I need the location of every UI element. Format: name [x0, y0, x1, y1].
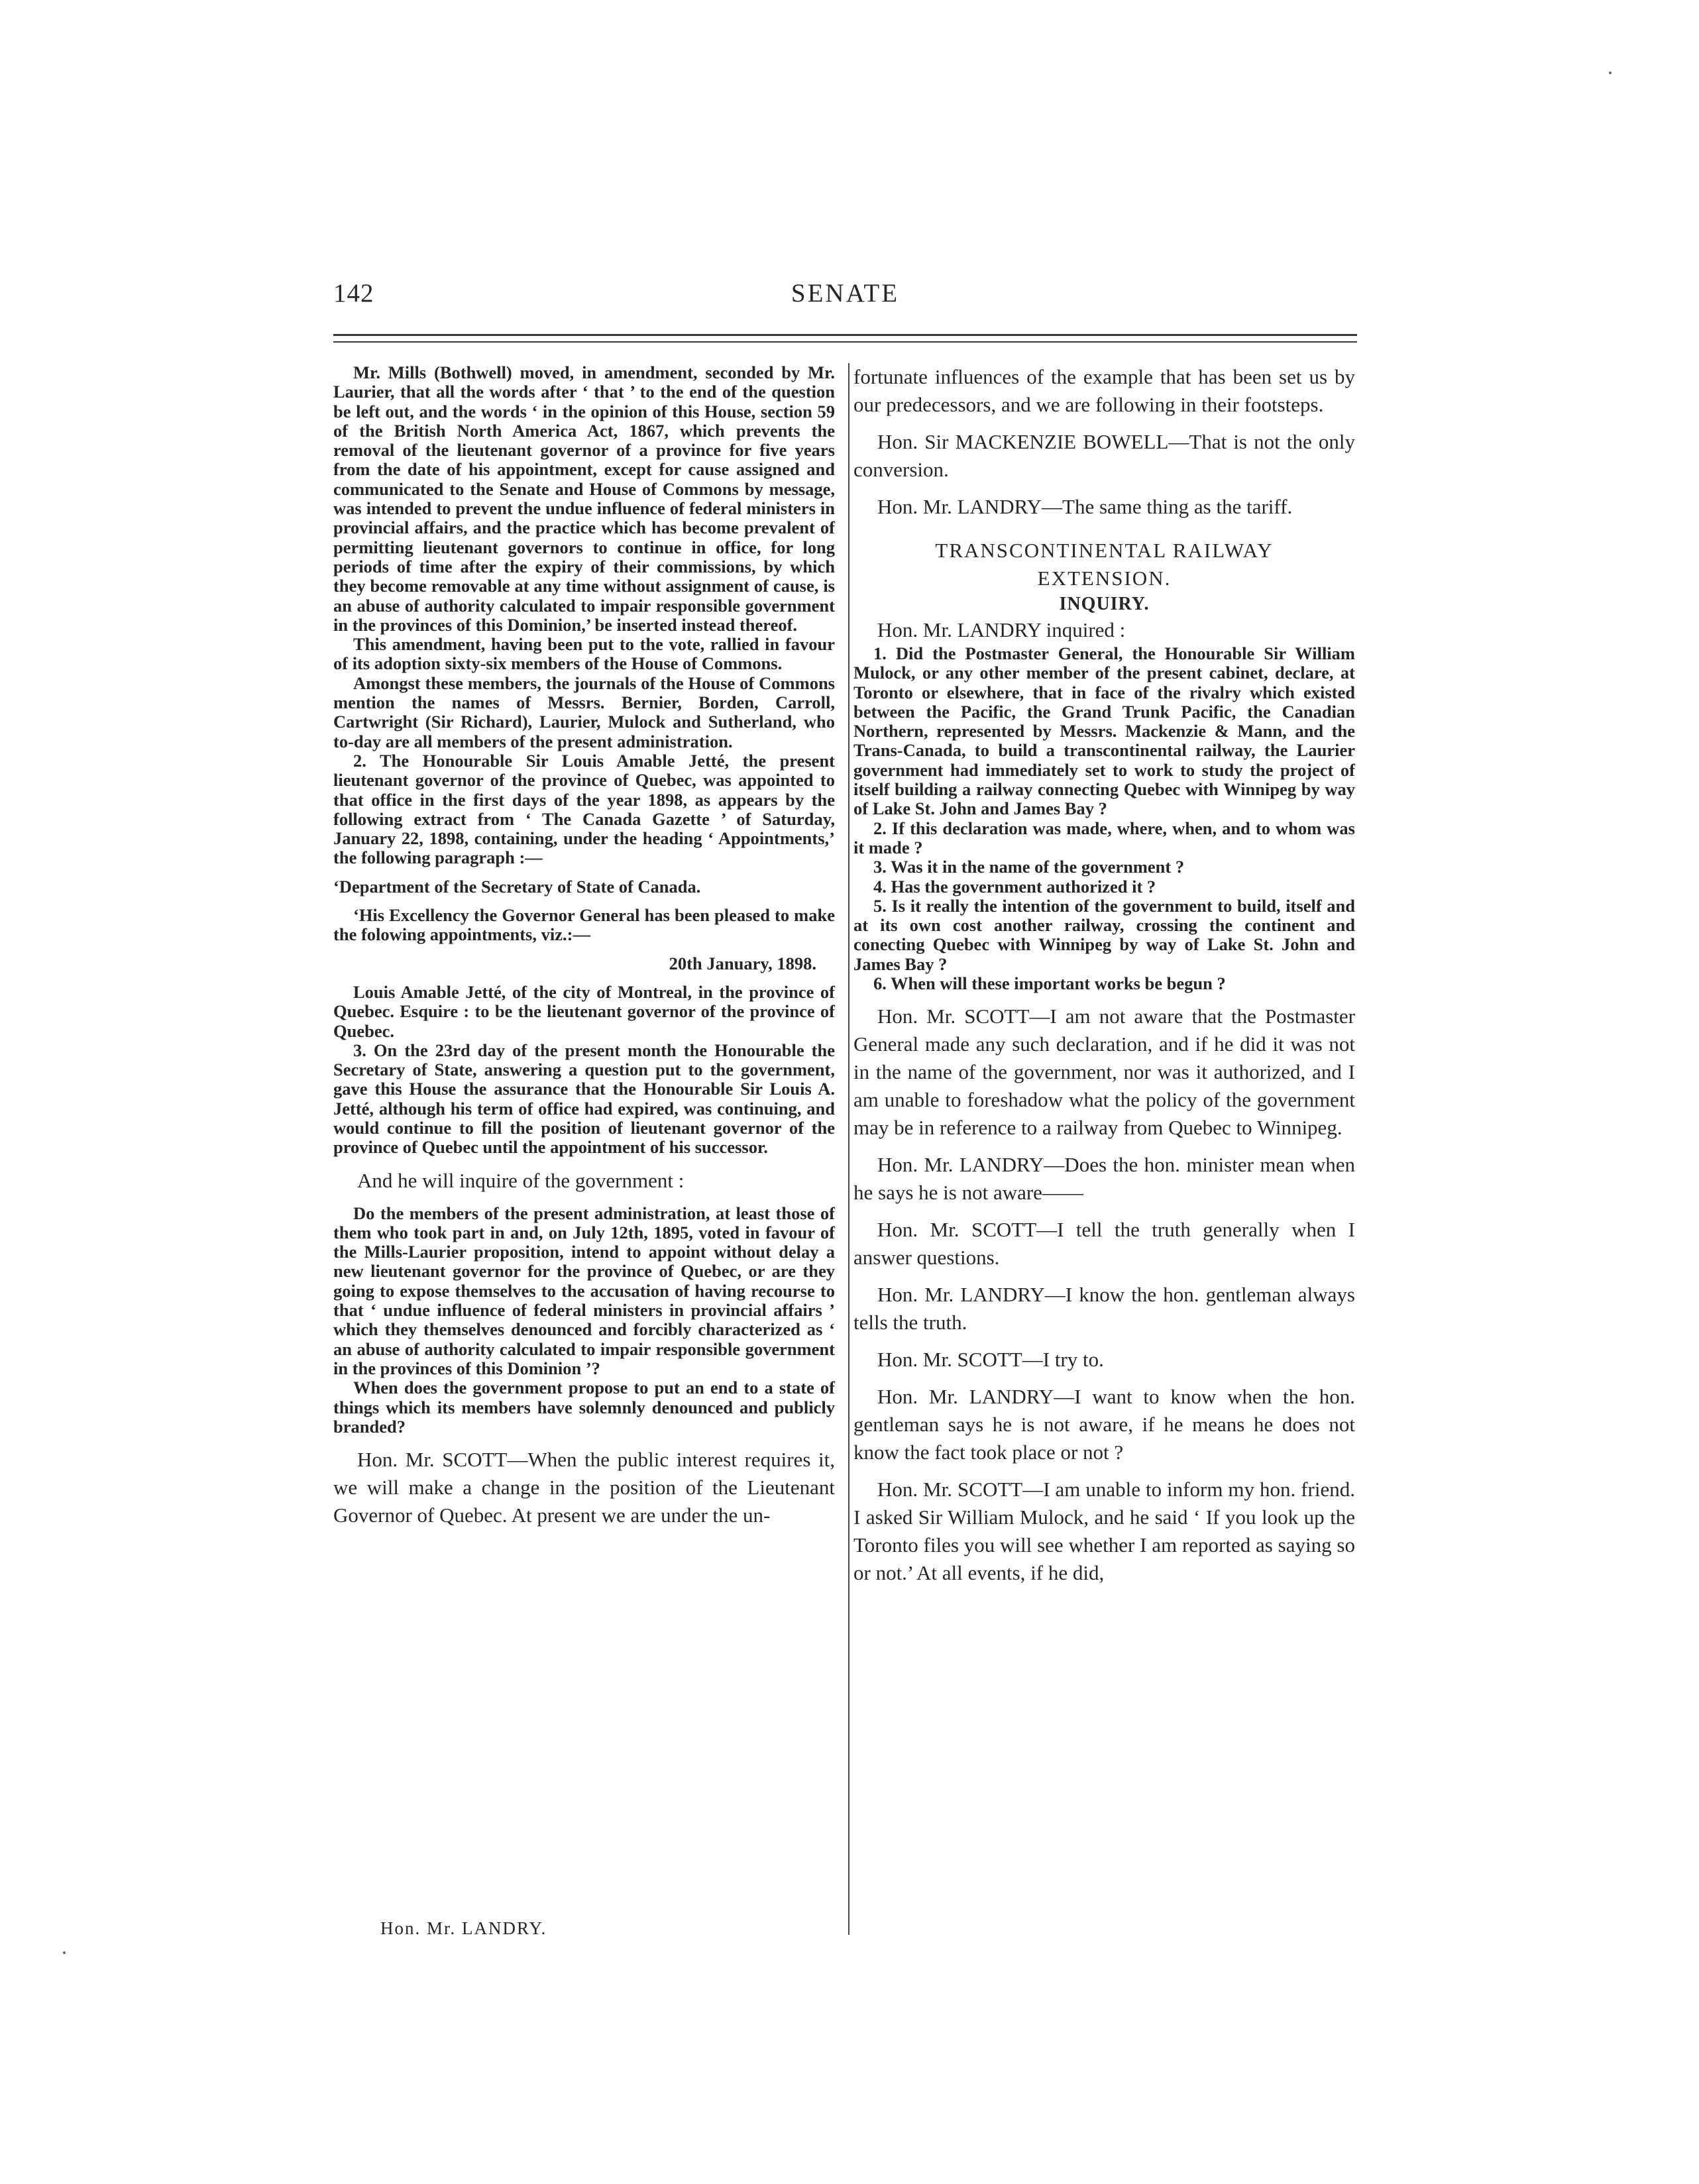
page-header: [333, 278, 1357, 315]
speech: Hon. Mr. LANDRY—Does the hon. minister mean when he says he is not aware——: [853, 1153, 1355, 1205]
speech: Hon. Mr. LANDRY—I know the hon. gentleman always tells the truth.: [853, 1283, 1355, 1335]
left-column: [333, 363, 835, 1529]
paragraph: 2. The Honourable Sir Louis Amable Jetté, the present lieutenant governor of the province of Quebec, was appointed to that office in the first days of the year 1898, as appears by the following extract from ‘ The Canada Gazette ’ of Saturday, January 22, 1898, containing, under the heading ‘ Appointments,’ the following paragraph :—: [333, 750, 835, 868]
paragraph: Do the members of the present administration, at least those of them who took part in and, on July 12th, 1895, voted in favour of the Mills-Laurier proposition, intend to appoint without delay a new lieutenant governor for the province of Quebec, or are they going to expose themselves to the accusation of having recourse to that ‘ undue influence of federal ministers in provincial affairs ’ which they themselves denounced and forcibly characterized as ‘ an abuse of authority calculated to impair responsible government in the provinces of this Dominion ’?: [333, 1203, 835, 1378]
inquiry-intro: Hon. Mr. LANDRY inquired :: [877, 618, 1126, 641]
scan-speck: [63, 1951, 66, 1954]
running-title: SENATE: [791, 279, 900, 307]
speech: Hon. Mr. SCOTT—I tell the truth generally when I answer questions.: [853, 1218, 1355, 1270]
question: 3. Was it in the name of the government ?: [873, 857, 1185, 877]
speech: Hon. Mr. SCOTT—I am not aware that the Postmaster General made any such declaration, and if he did it was not in the name of the government, nor was it authorized, and I am unable to foreshadow what the policy of the government may be in reference to a railway from Quebec to Winnipeg.: [853, 1005, 1355, 1140]
question: 6. When will these important works be begun ?: [873, 973, 1226, 994]
question: 5. Is it really the intention of the government to build, itself and at its own cost another railway, crossing the continent and conecting Quebec with Winnipeg by way of Lake St. John and James Bay ?: [853, 895, 1355, 974]
footer-speaker: Hon. Mr. LANDRY.: [380, 1918, 547, 1938]
section-heading: [853, 537, 1355, 592]
speech-scott: Hon. Mr. SCOTT—When the public interest requires it, we will make a change in the position of the Lieutenant Governor of Quebec. At present we are under the un-: [333, 1448, 835, 1527]
speech: Hon. Mr. LANDRY—I want to know when the hon. gentleman says he is not aware, if he means he does not know the fact took place or not ?: [853, 1385, 1355, 1464]
speech-landry: Hon. Mr. LANDRY—The same thing as the tariff.: [877, 495, 1293, 518]
paragraph: When does the government propose to put an end to a state of things which its members have solemnly denounced and publicly branded?: [333, 1378, 835, 1437]
scan-speck: [1609, 72, 1612, 74]
column-divider: [848, 363, 850, 1935]
paragraph: This amendment, having been put to the vote, rallied in favour of its adoption sixty-six members of the House of Commons.: [333, 634, 835, 674]
inquiry-intro: And he will inquire of the government :: [357, 1168, 685, 1192]
section-heading-line-2: EXTENSION.: [1037, 567, 1172, 590]
paragraph-continuation: fortunate influences of the example that has been set us by our predecessors, and we are following in their footsteps.: [853, 365, 1355, 416]
date-line: 20th January, 1898.: [669, 953, 816, 973]
right-column: [853, 363, 1355, 1587]
quoted-heading: ‘Department of the Secretary of State of Canada.: [333, 876, 701, 897]
paragraph: 3. On the 23rd day of the present month the Honourable the Secretary of State, answering a question put to the government, gave this House the assurance that the Honourable Sir Louis A. Jetté, although his term of office had expired, was continuing, and would continue to fill the position of lieutenant governor of the province of Quebec until the appointment of his successor.: [333, 1040, 835, 1158]
paragraph: ‘His Excellency the Governor General has been pleased to make the folowing appointments, viz.:—: [333, 905, 835, 945]
paragraph: Amongst these members, the journals of the House of Commons mention the names of Messrs. Bernier, Borden, Carroll, Cartwright (Sir Richard), Laurier, Mulock and Sutherland, who to-day are all members of the present administration.: [333, 673, 835, 751]
question: 1. Did the Postmaster General, the Honourable Sir William Mulock, or any other member of the present cabinet, declare, at Toronto or elsewhere, that in face of the rivalry which existed between the Pacific, the Grand Trunk Pacific, the Canadian Northern, represented by Messrs. Mackenzie & Mann, and the Trans-Canada, to build a transcontinental railway, the Laurier government had immediately set to work to study the project of itself building a railway connecting Quebec with Winnipeg by way of Lake St. John and James Bay ?: [853, 643, 1355, 819]
section-heading-line-1: TRANSCONTINENTAL RAILWAY: [935, 539, 1274, 562]
header-rule-top: [333, 334, 1357, 336]
page-number: 142: [333, 279, 374, 307]
speech: Hon. Mr. SCOTT—I am unable to inform my hon. friend. I asked Sir William Mulock, and he said ‘ If you look up the Toronto files you will see whether I am reported as saying so or not.’ At all events, if he did,: [853, 1478, 1355, 1585]
speech: Hon. Mr. SCOTT—I try to.: [877, 1348, 1104, 1372]
header-rule-bottom: [333, 341, 1357, 343]
question: 4. Has the government authorized it ?: [873, 876, 1156, 897]
paragraph: Louis Amable Jetté, of the city of Montreal, in the province of Quebec. Esquire : to be the lieutenant governor of the province of Quebec.: [333, 981, 835, 1041]
inquiry-heading: INQUIRY.: [1059, 594, 1150, 614]
question: 2. If this declaration was made, where, when, and to whom was it made ?: [853, 818, 1355, 857]
paragraph: Mr. Mills (Bothwell) moved, in amendment, seconded by Mr. Laurier, that all the words after ‘ that ’ to the end of the question be left out, and the words ‘ in the opinion of this House, section 59 of the British North America Act, 1867, which prevents the removal of the lieutenant governor of a province for five years from the date of his appointment, except for cause assigned and communicated to the Senate and House of Commons by message, was intended to prevent the undue influence of federal ministers in provincial affairs, and the practice which has become prevalent of permitting lieutenant governors to continue in office, for long periods of time after the expiry of their commissions, by which they become removable at any time without assignment of cause, is an abuse of authority calculated to impair responsible government in the provinces of this Dominion,’ be inserted instead thereof.: [333, 362, 835, 635]
speech-bowell: Hon. Sir MACKENZIE BOWELL—That is not the only conversion.: [853, 430, 1355, 481]
